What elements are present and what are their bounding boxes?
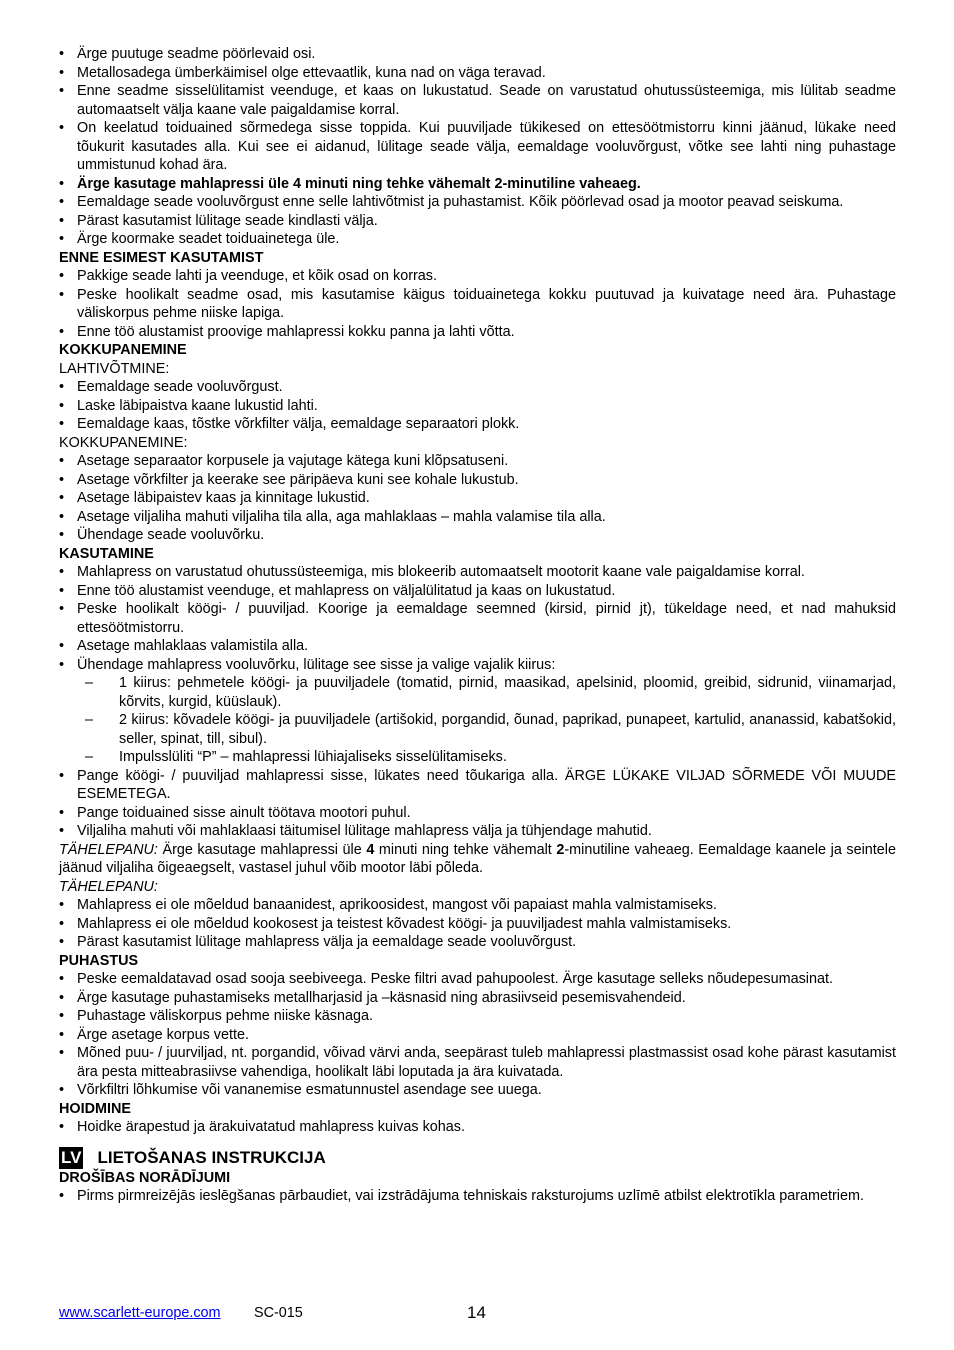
paragraph: KOKKUPANEMINE: — [59, 434, 188, 451]
list-item-text: Mahlapress ei ole mõeldud kookosest ja teistest kõvadest köögi- ja puuviljadest mahla valmistamiseks. — [77, 915, 732, 932]
list-item — [59, 508, 896, 527]
list-item — [59, 656, 896, 675]
bullet-icon: • — [59, 1082, 65, 1098]
sub-list-item-text: Impulsslüliti “P” – mahlapressi lühiajaliseks sisselülitamiseks. — [119, 749, 507, 765]
bullet-icon: • — [59, 268, 65, 284]
list-item — [59, 970, 896, 989]
list-item-text: Peske eemaldatavad osad sooja seebiveega. Peske filtri avad pahupoolest. Ärge kasutage selleks nõudepesumasinat. — [77, 971, 833, 987]
list-item-text: Mahlapress on varustatud ohutussüsteemiga, mis blokeerib automaatselt mootorit kaane vale paigaldamise korral. — [77, 564, 805, 580]
list-item — [59, 489, 896, 508]
list-item-text: Pange köögi- / puuviljad mahlapressi sisse, lükates need tõukariga alla. ÄRGE LÜKAKE VILJAD SÕRMEDE VÕI MUUDE ESEMETEGA. — [77, 767, 896, 802]
list-item — [59, 64, 896, 83]
list-item-text: Viljaliha mahuti või mahlaklaasi täitumisel lülitage mahlapress välja ja tühjendage mahutid. — [77, 823, 652, 839]
list-item-text: Ärge koormake seadet toiduainetega üle. — [77, 231, 340, 247]
list-item-text: Pärast kasutamist lülitage seade kindlasti välja. — [77, 212, 378, 229]
list-item-text: On keelatud toiduained sõrmedega sisse toppida. Kui puuviljade tükikesed on ettesöötmistorru kinni jäänud, lükake need tõukurit kasutades alla. Kui see ei aidanud, lülitage seade välja, eemaldage vooluvõrgust, võtke see lahti ning puhastage ummistunud kohad ära. — [77, 120, 896, 173]
list-item — [59, 452, 896, 471]
list-item — [59, 822, 896, 841]
list-item — [59, 582, 896, 601]
list-item-text: Puhastage väliskorpus pehme niiske käsnaga. — [77, 1008, 373, 1024]
bullet-icon: • — [59, 767, 65, 784]
bullet-icon: • — [59, 915, 65, 932]
list-item — [59, 637, 896, 656]
bullet-icon: • — [59, 1119, 65, 1135]
section-heading: PUHASTUS — [59, 952, 139, 969]
list-item-text: Pirms pirmreizējās ieslēgšanas pārbaudiet, vai izstrādājuma tehniskais raksturojums uzlīmē atbilst elektrotīkla parametriem. — [77, 1188, 864, 1204]
list-item-text: Ühendage mahlapress vooluvõrku, lülitage see sisse ja valige vajalik kiirus: — [77, 656, 556, 673]
list-item — [59, 1044, 896, 1081]
list-item-text: Asetage viljaliha mahuti viljaliha tila alla, aga mahlaklaas – mahla valamise tila alla. — [77, 508, 606, 525]
list-item-text: Asetage võrkfilter ja keerake see päripäeva kuni see kohale lukustub. — [77, 471, 519, 488]
bullet-icon: • — [59, 601, 65, 617]
sub-list-item — [59, 674, 896, 711]
list-item-text: Enne töö alustamist proovige mahlapressi kokku panna ja lahti võtta. — [77, 323, 515, 340]
attention-note — [59, 841, 896, 878]
bullet-icon: • — [59, 638, 65, 654]
bullet-icon: • — [59, 934, 65, 950]
list-item — [59, 286, 896, 323]
list-item-text: Ärge puutuge seadme pöörlevaid osi. — [77, 46, 316, 62]
list-item — [59, 1187, 896, 1206]
list-item-text: Eemaldage kaas, tõstke võrkfilter välja, eemaldage separaatori plokk. — [77, 416, 520, 432]
dash-icon: – — [85, 675, 94, 691]
bullet-icon: • — [59, 194, 65, 210]
bullet-icon: • — [59, 989, 65, 1006]
page-footer — [59, 1304, 896, 1326]
list-item-text: Laske läbipaistva kaane lukustid lahti. — [77, 397, 318, 414]
list-item-text: Ühendage seade vooluvõrku. — [77, 527, 265, 543]
list-item-text: Asetage mahlaklaas valamistila alla. — [77, 638, 309, 654]
section-heading: DROŠĪBAS NORĀDĪJUMI — [59, 1169, 231, 1186]
list-item — [59, 471, 896, 490]
list-item — [59, 119, 896, 175]
bullet-icon: • — [59, 1045, 65, 1061]
list-item-text: Hoidke ärapestud ja ärakuivatatud mahlapress kuivas kohas. — [77, 1119, 465, 1135]
bullet-icon: • — [59, 1188, 65, 1204]
dash-icon: – — [85, 712, 94, 728]
note-label: TÄHELEPANU: — [59, 878, 158, 895]
list-item-text: Asetage separaator korpusele ja vajutage kätega kuni klõpsatuseni. — [77, 453, 509, 469]
bullet-icon: • — [59, 212, 65, 229]
list-item-text: Ärge kasutage puhastamiseks metallharjasid ja –käsnasid ning abrasiivseid pesemisvahendeid. — [77, 989, 686, 1006]
list-item — [59, 1081, 896, 1100]
bullet-icon: • — [59, 1008, 65, 1024]
bullet-icon: • — [59, 804, 65, 821]
language-section-title — [59, 1147, 896, 1169]
bullet-icon: • — [59, 323, 65, 340]
bullet-icon: • — [59, 397, 65, 414]
list-item-text: Asetage läbipaistev kaas ja kinnitage lukustid. — [77, 490, 370, 506]
list-item — [59, 1007, 896, 1026]
bullet-icon: • — [59, 120, 65, 136]
list-item — [59, 804, 896, 823]
list-item — [59, 378, 896, 397]
list-item-text: Pange toiduained sisse ainult töötava mootori puhul. — [77, 804, 411, 821]
list-item-text: Enne töö alustamist veenduge, et mahlapress on väljalülitatud ja kaas on lukustatud. — [77, 582, 616, 599]
list-item-text: Peske hoolikalt köögi- / puuviljad. Koorige ja eemaldage seemned (kirsid, pirnid jt), tükeldage need, et nad mahuksid ettesöötmistorru. — [77, 601, 896, 636]
paragraph: LAHTIVÕTMINE: — [59, 360, 170, 377]
bullet-icon: • — [59, 416, 65, 432]
list-item — [59, 415, 896, 434]
bullet-icon: • — [59, 379, 65, 395]
list-item — [59, 989, 896, 1008]
bullet-icon: • — [59, 656, 65, 673]
list-item — [59, 267, 896, 286]
bullet-icon: • — [59, 564, 65, 580]
bullet-icon: • — [59, 83, 65, 99]
list-item — [59, 563, 896, 582]
list-item — [59, 767, 896, 804]
section-heading: KASUTAMINE — [59, 545, 154, 562]
document-body — [59, 45, 896, 1206]
list-item — [59, 526, 896, 545]
list-item-text: Pakkige seade lahti ja veenduge, et kõik osad on korras. — [77, 268, 437, 284]
list-item-text: Pärast kasutamist lülitage mahlapress välja ja eemaldage seade vooluvõrgust. — [77, 934, 577, 950]
bullet-icon: • — [59, 46, 65, 62]
language-badge: LV — [61, 1147, 82, 1167]
sub-list-item-text: 2 kiirus: kõvadele köögi- ja puuviljadele (artišokid, porgandid, õunad, paprikad, punapeet, kartulid, ananassid, kabatšokid, seller, spinat, till, sibul). — [119, 712, 896, 747]
note-label: TÄHELEPANU: — [59, 841, 158, 858]
list-item — [59, 82, 896, 119]
sub-list-item — [59, 748, 896, 767]
list-item-text: Mõned puu- / juurviljad, nt. porgandid, võivad värvi anda, seepärast tuleb mahlapressi plastmassist osad kohe pärast kasutamist ära pesta mitteabrasiivse vahendiga, hoolikalt läbi loputada ja ära kuivatada. — [77, 1045, 896, 1080]
bullet-icon: • — [59, 527, 65, 543]
list-item — [59, 175, 896, 194]
bullet-icon: • — [59, 286, 65, 303]
website-link[interactable]: www.scarlett-europe.com — [59, 1305, 221, 1321]
bullet-icon: • — [59, 490, 65, 506]
list-item — [59, 397, 896, 416]
section-heading: HOIDMINE — [59, 1100, 131, 1117]
bullet-icon: • — [59, 453, 65, 469]
list-item — [59, 193, 896, 212]
note-text: Ärge kasutage mahlapressi üle — [157, 841, 367, 858]
list-item — [59, 933, 896, 952]
section-heading: ENNE ESIMEST KASUTAMIST — [59, 249, 264, 266]
list-item-text: Mahlapress ei ole mõeldud banaanidest, aprikoosidest, mangost või papaiast mahla valmistamiseks. — [77, 897, 717, 913]
list-item — [59, 45, 896, 64]
list-item-text: Enne seadme sisselülitamist veenduge, et kaas on lukustatud. Seade on varustatud ohutussüsteemiga, mis lülitab seadme automaatselt välja kaane vale paigaldamise korral. — [77, 83, 896, 118]
list-item-text: Eemaldage seade vooluvõrgust enne selle lahtivõtmist ja puhastamist. Kõik pöörlevad osad ja mootor peavad seiskuma. — [77, 194, 844, 210]
note-text: minuti ning tehke vähemalt — [374, 841, 557, 858]
list-item — [59, 600, 896, 637]
bullet-icon: • — [59, 971, 65, 987]
bullet-icon: • — [59, 508, 65, 525]
note-number: 4 — [366, 841, 375, 858]
list-item-text: Metallosadega ümberkäimisel olge ettevaatlik, kuna nad on väga teravad. — [77, 64, 546, 81]
model-number: SC-015 — [254, 1305, 303, 1321]
bullet-icon: • — [59, 582, 65, 599]
list-item-text: Peske hoolikalt seadme osad, mis kasutamise käigus toiduainetega kokku puutuvad ja kuivatage need ära. Puhastage väliskorpus pehme niiske lapiga. — [77, 286, 896, 321]
bullet-icon: • — [59, 64, 65, 81]
list-item-text: Ärge asetage korpus vette. — [77, 1026, 249, 1043]
list-item — [59, 212, 896, 231]
list-item-text: Eemaldage seade vooluvõrgust. — [77, 379, 283, 395]
note-number: 2 — [556, 841, 565, 858]
list-item-text: Võrkfiltri lõhkumise või vananemise esmatunnustel asendage see uuega. — [77, 1082, 542, 1098]
sub-list-item — [59, 711, 896, 748]
list-item — [59, 915, 896, 934]
list-item — [59, 1118, 896, 1137]
list-item — [59, 323, 896, 342]
list-item — [59, 896, 896, 915]
page-number: 14 — [467, 1303, 486, 1322]
list-item — [59, 1026, 896, 1045]
dash-icon: – — [85, 749, 94, 765]
list-item-text: Ärge kasutage mahlapressi üle 4 minuti ning tehke vähemalt 2-minutiline vaheaeg. — [77, 175, 641, 192]
note-text: -minutiline vaheaeg. Eemaldage kaanele ja seintele jäänud viljaliha õigeaegselt, vastasel juhul võib mootor läbi põleda. — [59, 841, 896, 876]
bullet-icon: • — [59, 175, 65, 192]
bullet-icon: • — [59, 823, 65, 839]
bullet-icon: • — [59, 471, 65, 488]
section-heading: KOKKUPANEMINE — [59, 342, 187, 358]
bullet-icon: • — [59, 897, 65, 913]
language-title: LIETOŠANAS INSTRUKCIJA — [97, 1147, 326, 1167]
bullet-icon: • — [59, 231, 65, 247]
list-item — [59, 230, 896, 249]
bullet-icon: • — [59, 1026, 65, 1043]
sub-list-item-text: 1 kiirus: pehmetele köögi- ja puuviljadele (tomatid, pirnid, maasikad, apelsinid, ploomid, greibid, sidrunid, viinamarjad, kõrvits, kurgid, küüslauk). — [119, 675, 896, 710]
